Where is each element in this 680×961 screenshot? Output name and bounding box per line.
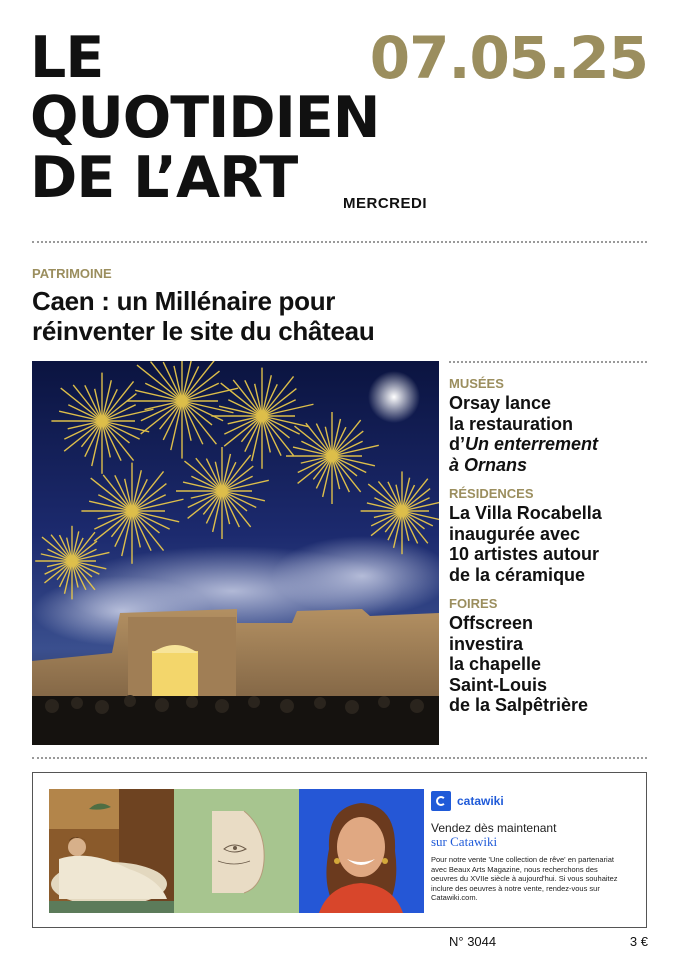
price: 3 € (629, 934, 648, 949)
masthead-line-1: LE (30, 25, 104, 91)
sidebar-title-line (449, 434, 649, 455)
weekday: MERCREDI (343, 195, 428, 212)
sidebar-story-museums[interactable] (449, 376, 649, 475)
sidebar-title-line: Saint-Louis (449, 674, 547, 695)
sidebar-title-line: la restauration (449, 413, 574, 434)
ad-text (431, 791, 631, 903)
sidebar-title (449, 613, 649, 716)
sidebar-title-line: 10 artistes autour (449, 544, 600, 564)
masthead-title (30, 25, 380, 211)
masthead-line-3: DE L’ART (30, 145, 298, 211)
divider-sidebar (449, 361, 647, 363)
sidebar-kicker: FOIRES (449, 596, 498, 611)
catawiki-logo (431, 791, 631, 811)
sidebar-title-line: investira (449, 633, 524, 654)
reclining-woman-painting (49, 789, 174, 913)
ad-headline (431, 821, 631, 849)
lead-headline-line-2: réinventer le site du château (32, 316, 375, 346)
sidebar-title-line: inaugurée avec (449, 523, 581, 544)
line-drawing-face (174, 789, 299, 913)
sidebar-title-line: Offscreen (449, 613, 534, 633)
lead-kicker: PATRIMOINE (32, 266, 112, 281)
ad-painting-image (49, 789, 174, 913)
artwork-title: Un enterrement (465, 434, 599, 454)
ad-body: Pour notre vente 'Une collection de rêve' en partenariat avec Beaux Arts Magazine, nous recherchons des oeuvres du XVIIe siècle à aujourd'hui. Si vous souhaitez inclure des oeuvres à notre vente, rendez-vous sur Catawiki.com. (431, 855, 618, 902)
lead-headline-line-1: Caen : un Millénaire pour (32, 286, 336, 316)
sidebar-title (449, 393, 649, 475)
issue-date: 07.05.25 (369, 24, 648, 92)
ad-drawing-image (174, 789, 299, 913)
advertisement[interactable] (32, 772, 647, 928)
ad-headline-line-1: Vendez dès maintenant (431, 821, 557, 835)
smiling-woman-portrait (299, 789, 424, 913)
ad-headline-line-2: sur Catawiki (431, 834, 498, 849)
masthead-line-2: QUOTIDIEN (30, 85, 380, 151)
divider-top (32, 241, 647, 243)
fireworks-castle-image (32, 361, 439, 745)
catawiki-brand: catawiki (457, 794, 504, 808)
sidebar-kicker: RÉSIDENCES (449, 486, 534, 501)
issue-number: N° 3044 (449, 934, 497, 949)
sidebar-story-fairs[interactable] (449, 596, 649, 716)
divider-bottom (32, 757, 647, 759)
sidebar-title-line: Orsay lance (449, 393, 552, 413)
sidebar-title (449, 503, 649, 585)
catawiki-logo-icon (431, 791, 451, 811)
sidebar-title-line (449, 455, 649, 476)
sidebar-kicker: MUSÉES (449, 376, 504, 391)
sidebar-title-line: de la céramique (449, 564, 586, 585)
sidebar-story-residences[interactable] (449, 486, 649, 585)
sidebar-title-line: la chapelle (449, 654, 542, 674)
lead-headline[interactable] (32, 286, 652, 346)
ad-portrait-image (299, 789, 424, 913)
artwork-title: à Ornans (449, 454, 528, 475)
lead-photo[interactable] (32, 361, 439, 745)
sidebar-title-line: de la Salpêtrière (449, 695, 589, 715)
sidebar-title-line: La Villa Rocabella (449, 503, 602, 523)
title-prefix: d’ (449, 434, 465, 454)
